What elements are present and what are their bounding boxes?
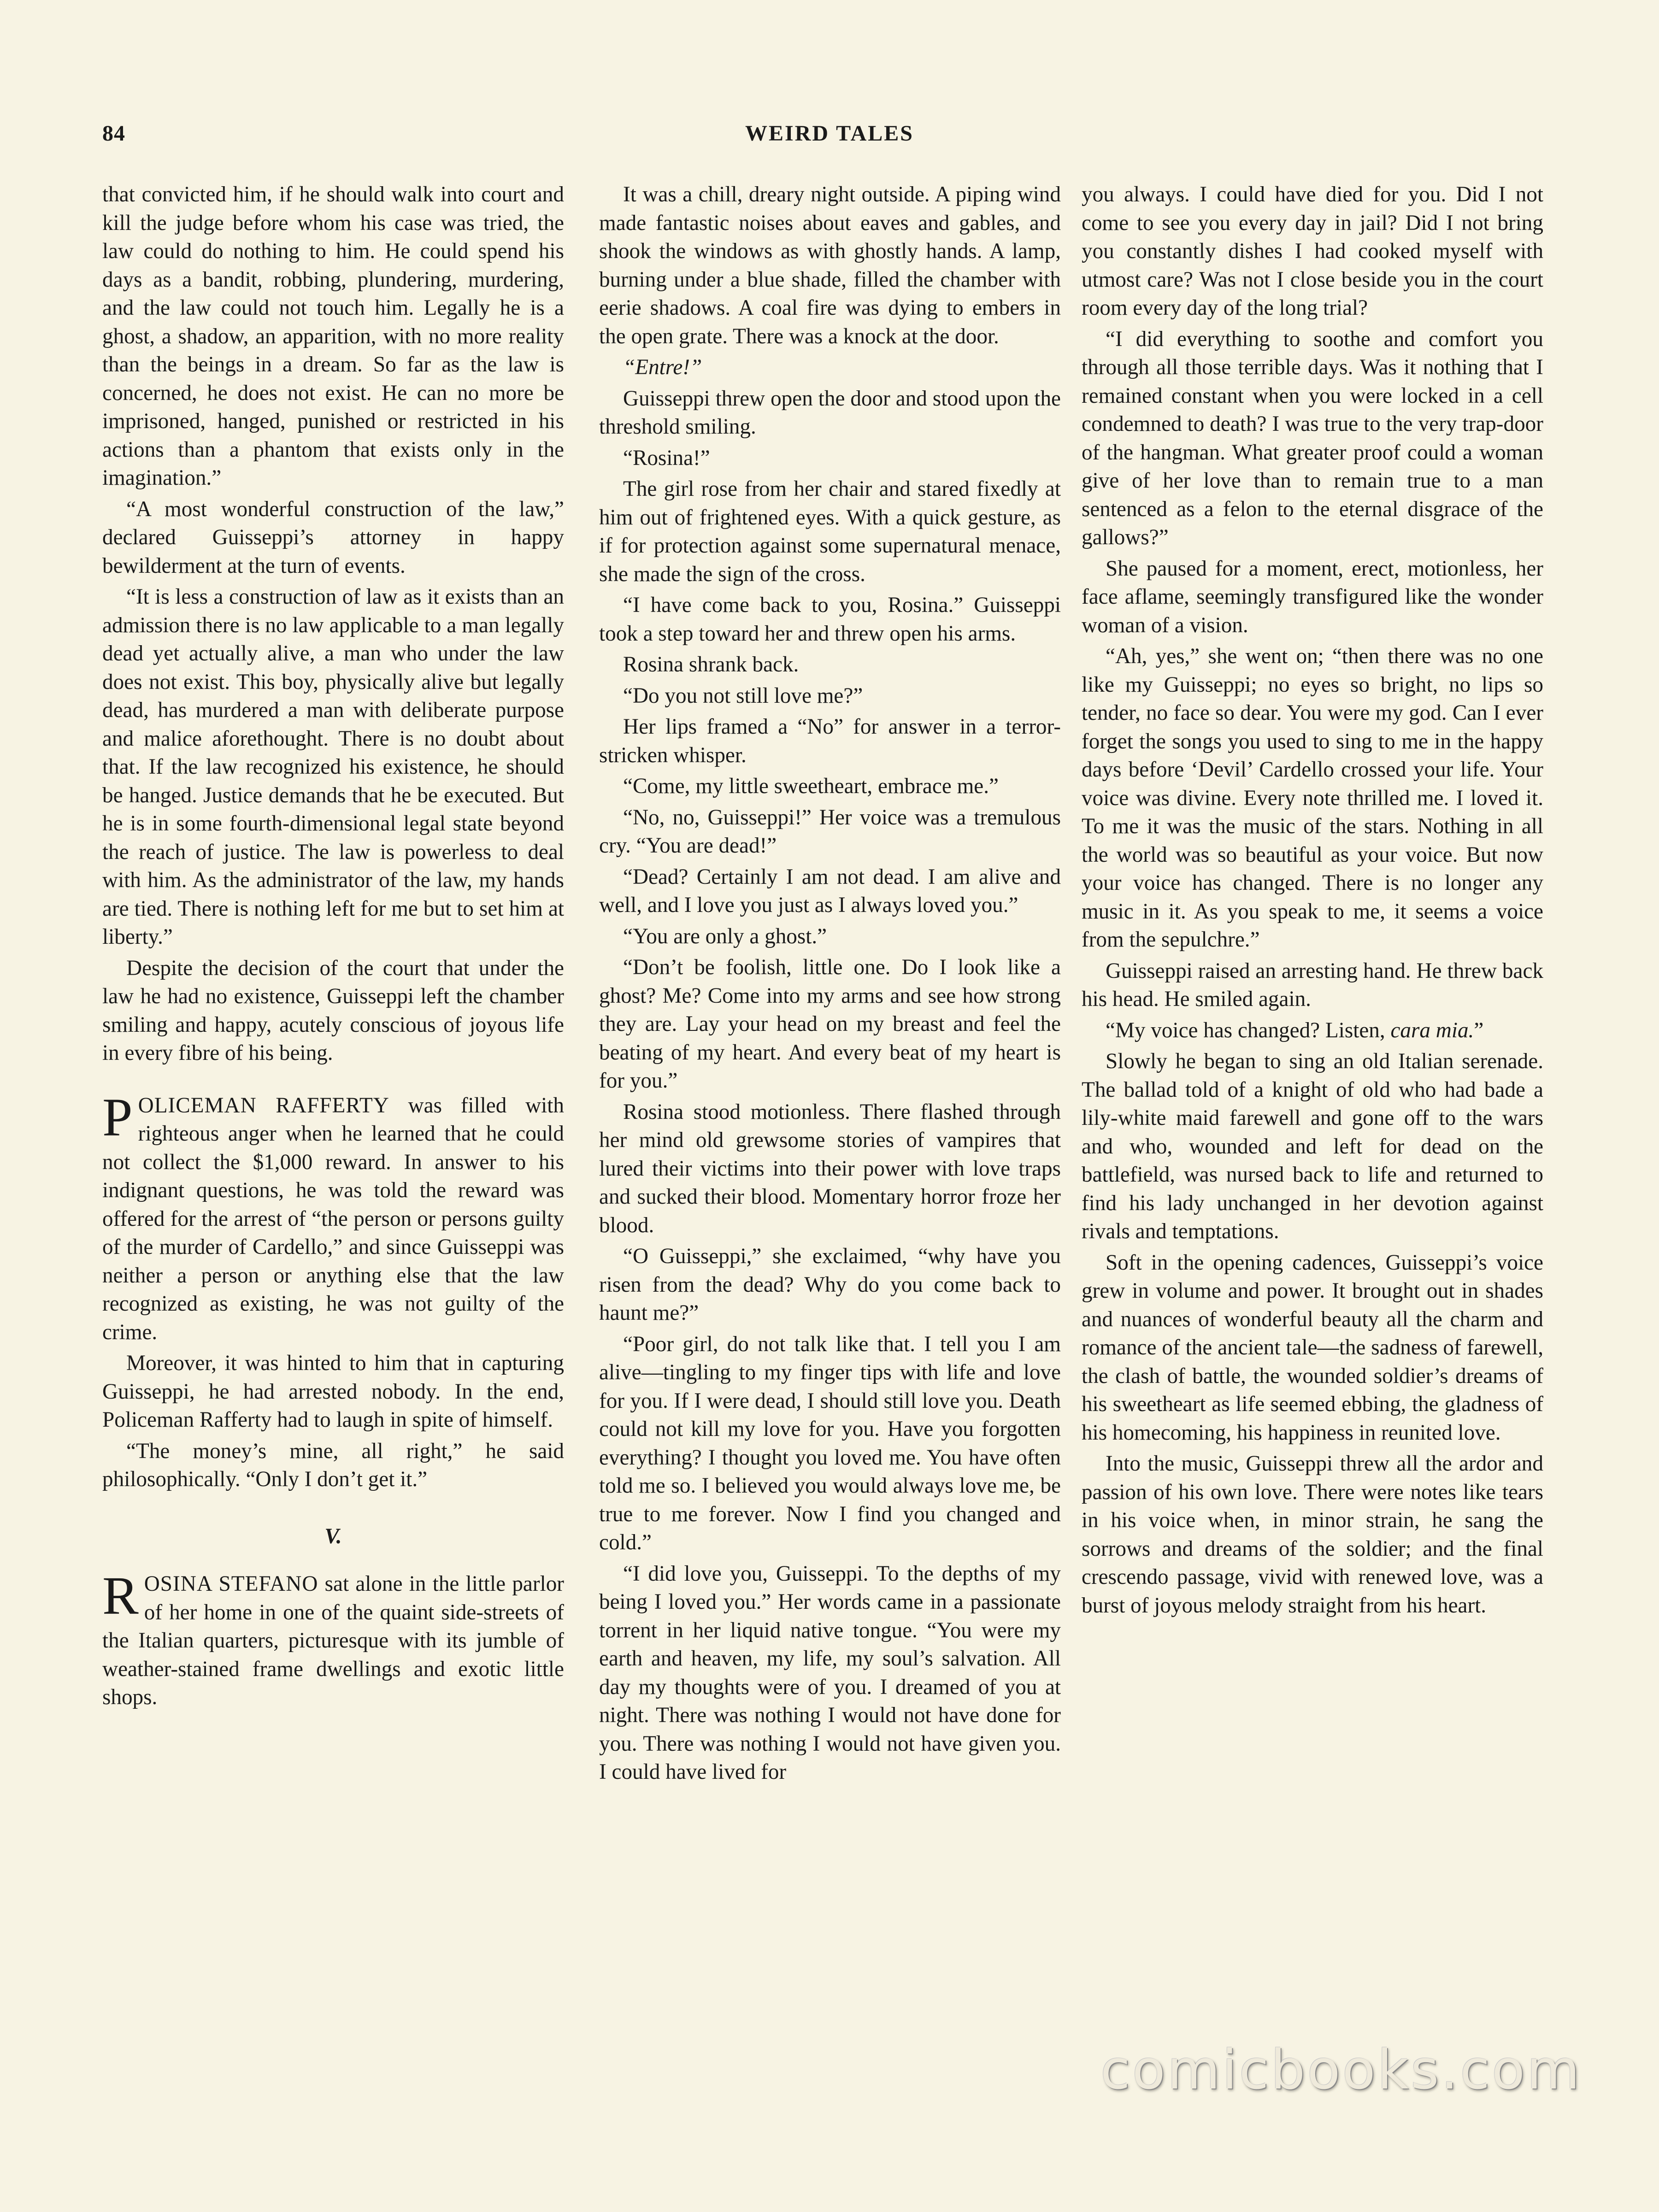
paragraph: “I did love you, Guisseppi. To the depths of my being I loved you.” Her words came in a passionate torrent in her liquid native tongue. “You were my earth and heaven, my life, my soul’s salvation. All day my thoughts were of you. I dreamed of you at night. There was nothing I would not have done for you. There was nothing I would not have given you. I could have lived for <box>599 1561 1061 1784</box>
small-caps-lead: OLICEMAN RAFFERTY <box>138 1093 389 1118</box>
paragraph: “Ah, yes,” she went on; “then there was no one like my Guisseppi; no eyes so bright, no lips so tender, no face so dear. You were my god. Can I ever forget the songs you used to sing to me in the happy days before ‘Devil’ Cardello crossed your life. Your voice was divine. Every note thrilled me. I loved it. To me it was the music of the stars. Nothing in all the world was so beautiful as your voice. But now your voice has changed. There is no longer any music in it. As you speak to me, it seems a voice from the sepulchre.” <box>1082 644 1543 952</box>
running-head <box>102 121 1557 153</box>
paragraph-text: was filled with righteous anger when he learned that he could not collect the $1,000 reward. In answer to his indignant questions, he was told the reward was offered for the arrest of “the person or persons guilty of the murder of Cardello,” and since Guisseppi was neither a person or anything else that the law recognized as existing, he was not guilty of the crime. <box>102 1093 564 1344</box>
paragraph: “Come, my little sweetheart, embrace me.” <box>623 774 999 798</box>
paragraph: “Rosina!” <box>623 446 710 470</box>
paragraph: Guisseppi raised an arresting hand. He threw back his head. He smiled again. <box>1082 959 1543 1011</box>
magazine-title: WEIRD TALES <box>745 121 914 146</box>
text-column-3 <box>1082 181 1543 1620</box>
paragraph: “Do you not still love me?” <box>623 683 863 708</box>
closing-quote: ” <box>1474 1018 1484 1042</box>
text-column-1 <box>102 181 564 1712</box>
paragraph: “I have come back to you, Rosina.” Guisseppi took a step toward her and threw open his arms. <box>599 593 1061 646</box>
paragraph-rosina <box>102 1565 565 1712</box>
paragraph: “The money’s mine, all right,” he said philosophically. “Only I don’t get it.” <box>102 1439 564 1491</box>
paragraph: Slowly he began to sing an old Italian serenade. The ballad told of a knight of old who had bade a lily-white maid farewell and gone off to the wars and who, wounded and left for dead on the battlefield, was nursed back to life and returned to find his lady unchanged in her devotion against rivals and temptations. <box>1082 1049 1543 1243</box>
paragraph: The girl rose from her chair and stared fixedly at him out of frightened eyes. With a quick gesture, as if for protection against some supernatural menace, she made the sign of the cross. <box>599 477 1061 586</box>
paragraph: that convicted him, if he should walk into court and kill the judge before whom his case was tried, the law could do nothing to him. He could spend his days as a bandit, robbing, plundering, murdering, and the law could not touch him. Legally he is a ghost, a shadow, an apparition, with no more reality than the beings in a dream. So far as the law is concerned, he does not exist. He can no more be imprisoned, hanged, punished or restricted in his actions than a phantom that exists only in the imagination.” <box>102 182 564 490</box>
paragraph-text: sat alone in the little parlor of her home in one of the quaint side-streets of the Italian quarters, picturesque with its jumble of weather-stained frame dwellings and exotic little shops. <box>102 1572 565 1709</box>
small-caps-lead: OSINA STEFANO <box>144 1572 318 1596</box>
paragraph: It was a chill, dreary night outside. A piping wind made fantastic noises about eaves and gables, and shook the windows as with ghostly hands. A lamp, burning under a blue shade, filled the chamber with eerie shadows. A coal fire was dying to embers in the open grate. There was a knock at the door. <box>599 182 1061 348</box>
paragraph: “No, no, Guisseppi!” Her voice was a tremulous cry. “You are dead!” <box>599 805 1061 858</box>
paragraph: “Don’t be foolish, little one. Do I look like a ghost? Me? Come into my arms and see how strong they are. Lay your head on my breast and feel the beating of my heart. And every beat of my heart is for you.” <box>599 955 1061 1093</box>
drop-cap: R <box>102 1565 139 1626</box>
paragraph-rafferty <box>102 1087 564 1347</box>
paragraph: “Entre!” <box>623 355 702 379</box>
text-column-2 <box>599 181 1061 1787</box>
paragraph: “O Guisseppi,” she exclaimed, “why have you risen from the dead? Why do you come back to haunt me?” <box>599 1244 1061 1325</box>
paragraph-text: “My voice has changed? Listen, <box>1106 1018 1391 1042</box>
paragraph: “Dead? Certainly I am not dead. I am alive and well, and I love you just as I always loved you.” <box>599 865 1061 917</box>
watermark-logo: comicbooks.com <box>1100 2038 1582 2101</box>
paragraph: Rosina stood motionless. There flashed through her mind old grewsome stories of vampires that lured their victims into their power with love traps and sucked their blood. Momentary horror froze her blood. <box>599 1100 1061 1237</box>
paragraph: “A most wonderful construction of the law,” declared Guisseppi’s attorney in happy bewilderment at the turn of events. <box>102 497 564 578</box>
drop-cap: P <box>102 1087 133 1147</box>
paragraph: She paused for a moment, erect, motionless, her face aflame, seemingly transfigured like the wonder woman of a vision. <box>1082 556 1543 637</box>
paragraph <box>1082 1017 1543 1045</box>
paragraph: Into the music, Guisseppi threw all the ardor and passion of his own love. There were notes like tears in his voice when, in minor strain, he sang the sorrows and dreams of the soldier; and the final crescendo passage, vivid with renewed love, was a burst of joyous melody straight from his heart. <box>1082 1452 1543 1618</box>
italic-phrase: cara mia. <box>1390 1018 1474 1042</box>
paragraph: Guisseppi threw open the door and stood upon the threshold smiling. <box>599 386 1061 439</box>
paragraph: “You are only a ghost.” <box>623 924 827 948</box>
paragraph: Despite the decision of the court that under the law he had no existence, Guisseppi left the chamber smiling and happy, acutely conscious of joyous life in every fibre of his being. <box>102 956 564 1065</box>
section-numeral: V. <box>324 1524 342 1548</box>
paragraph: Rosina shrank back. <box>623 653 799 677</box>
paragraph: Her lips framed a “No” for answer in a terror-stricken whisper. <box>599 715 1061 767</box>
paragraph: “It is less a construction of law as it exists than an admission there is no law applicable to a man legally dead yet actually alive, a man who under the law does not exist. This boy, physically alive but legally dead, has murdered a man with deliberate purpose and malice aforethought. There is no doubt about that. If the law recognized his existence, he should be hanged. Justice demands that he be executed. But he is in some fourth-dimensional legal state beyond the reach of justice. The law is powerless to deal with him. As the administrator of the law, my hands are tied. There is nothing left for me but to set him at liberty.” <box>102 585 564 949</box>
paragraph: Soft in the opening cadences, Guisseppi’s voice grew in volume and power. It brought out in shades and nuances of wonderful beauty all the charm and romance of the ancient tale—the sadness of farewell, the clash of battle, the wounded soldier’s dreams of his sweetheart as life seemed ebbing, the gladness of his homecoming, his happiness in reunited love. <box>1082 1250 1543 1445</box>
paragraph: you always. I could have died for you. Did I not come to see you every day in jail? Did I not bring you constantly dishes I had cooked myself with utmost care? Was not I close beside you in the court room every day of the long trial? <box>1082 182 1543 320</box>
paragraph: “Poor girl, do not talk like that. I tell you I am alive—tingling to my finger tips with life and love for you. If I were dead, I should still love you. Death could not kill my love for you. Have you forgotten everything? I thought you loved me. You have often told me so. I believed you would always love me, be true to me forever. Now I find you changed and cold.” <box>599 1332 1061 1554</box>
paragraph: “I did everything to soothe and comfort you through all those terrible days. Was it nothing that I remained constant when you were locked in a cell condemned to death? I was true to the very trap-door of the hangman. What greater proof could a woman give of her love than to remain true to a man sentenced as a felon to the eternal disgrace of the gallows?” <box>1082 327 1543 549</box>
paragraph: Moreover, it was hinted to him that in capturing Guisseppi, he had arrested nobody. In the end, Policeman Rafferty had to laugh in spite of himself. <box>102 1351 564 1432</box>
page-number: 84 <box>102 121 125 146</box>
